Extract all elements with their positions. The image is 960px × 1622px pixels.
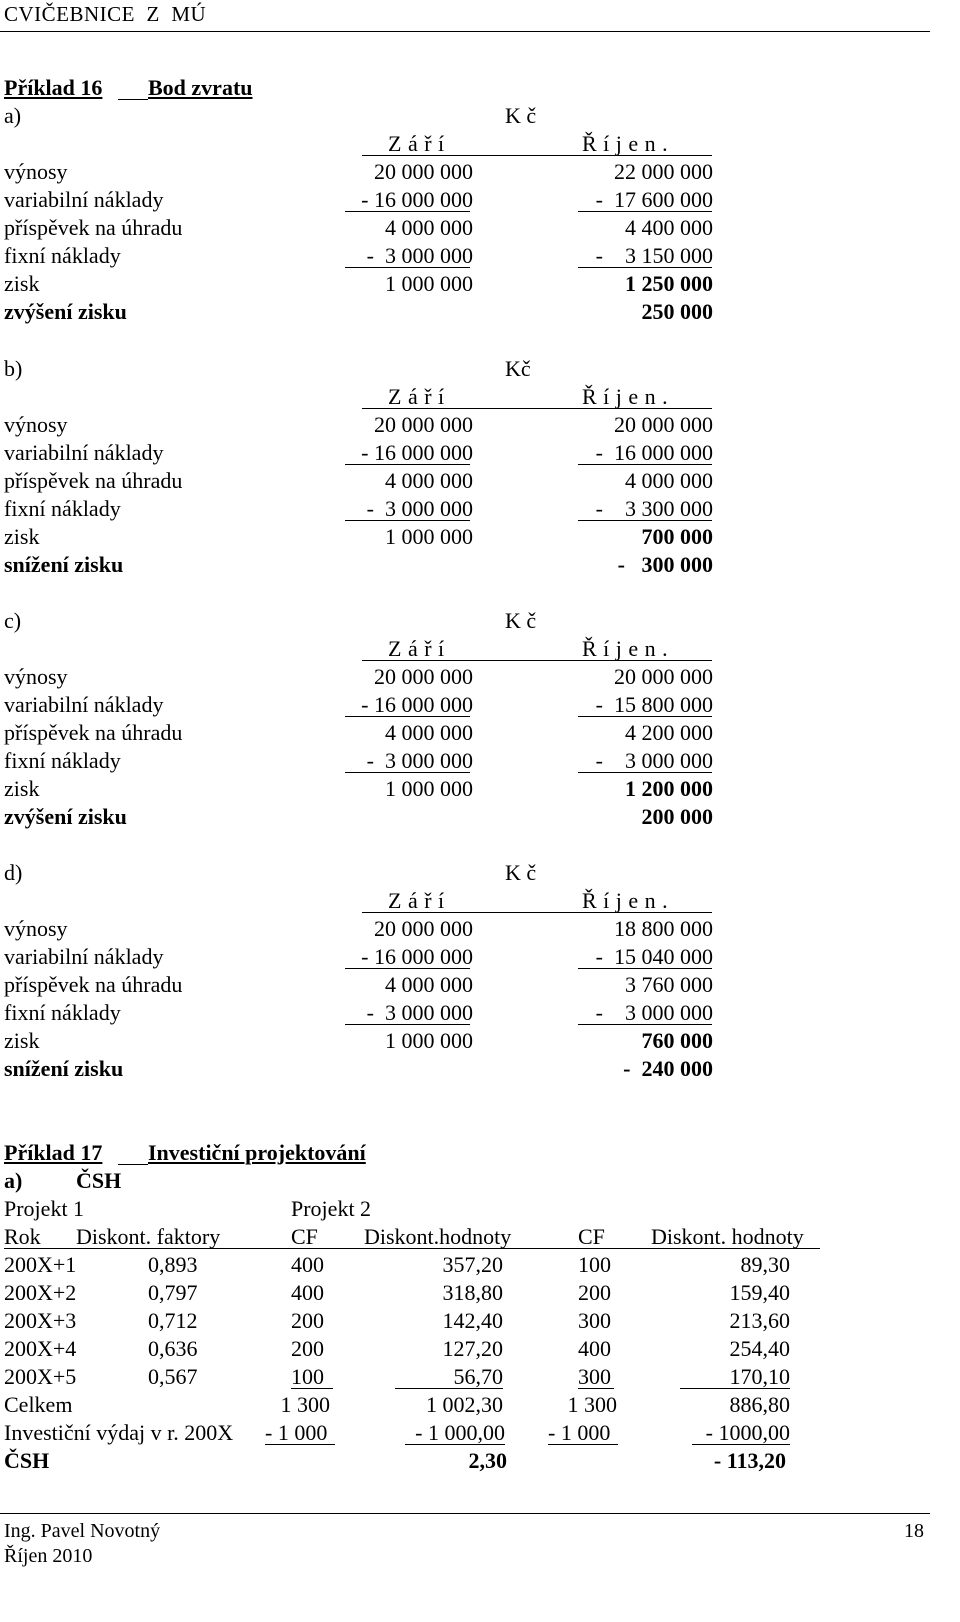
sum-underline	[395, 1388, 503, 1389]
table-cell-year: 200X+1	[4, 1252, 77, 1277]
investment-underline	[692, 1444, 790, 1445]
column-header-september: Z á ř í	[388, 384, 445, 409]
table-cell-discount-factor: 0,636	[148, 1336, 198, 1361]
subtotal-underline	[578, 267, 712, 268]
table-cell-cf-2: 400	[578, 1336, 611, 1361]
investment-underline	[548, 1444, 618, 1445]
table-cell-discounted-1: 318,80	[442, 1280, 503, 1305]
project-2-heading: Projekt 2	[291, 1196, 372, 1221]
table-header-discounted-2: Diskont. hodnoty	[651, 1224, 804, 1249]
value-october: 1 200 000	[625, 776, 713, 801]
value-october: 200 000	[641, 804, 713, 829]
footer-rule	[0, 1513, 930, 1514]
example-17-title: Investiční projektování	[148, 1140, 366, 1165]
row-label: fixní náklady	[4, 1000, 121, 1025]
total-discounted-1: 1 002,30	[426, 1392, 503, 1417]
value-september: 20 000 000	[374, 412, 473, 437]
section-letter: a)	[4, 103, 22, 128]
table-cell-discount-factor: 0,797	[148, 1280, 198, 1305]
value-september: 1 000 000	[385, 524, 473, 549]
value-september: 4 000 000	[385, 720, 473, 745]
value-september: - 3 000 000	[366, 243, 473, 268]
value-september: 4 000 000	[385, 972, 473, 997]
subtotal-underline	[345, 772, 470, 773]
table-header-year: Rok	[4, 1224, 41, 1249]
investment-discounted-1: - 1 000,00	[415, 1420, 505, 1445]
investment-underline	[405, 1444, 505, 1445]
row-label: variabilní náklady	[4, 944, 164, 969]
example-17-sub-title: ČSH	[76, 1168, 122, 1193]
table-header-cf-2: CF	[578, 1224, 605, 1249]
subtotal-underline	[578, 464, 712, 465]
column-header-september: Z á ř í	[388, 888, 445, 913]
heading-underline-gap	[118, 1164, 148, 1165]
currency-unit: Kč	[505, 356, 531, 381]
table-header-cf-1: CF	[291, 1224, 318, 1249]
value-september: - 16 000 000	[361, 944, 473, 969]
total-discounted-2: 886,80	[729, 1392, 790, 1417]
subtotal-underline	[578, 716, 712, 717]
value-october: 760 000	[641, 1028, 713, 1053]
value-september: - 16 000 000	[361, 440, 473, 465]
row-label: výnosy	[4, 159, 68, 184]
column-header-october: Ř í j e n .	[582, 131, 669, 156]
value-september: - 3 000 000	[366, 1000, 473, 1025]
value-october: 20 000 000	[614, 664, 713, 689]
row-label: zisk	[4, 1028, 40, 1053]
value-october: 4 200 000	[625, 720, 713, 745]
table-cell-discounted-1: 127,20	[442, 1336, 503, 1361]
value-september: 4 000 000	[385, 215, 473, 240]
value-october: 18 800 000	[614, 916, 713, 941]
value-september: 20 000 000	[374, 916, 473, 941]
value-october: 20 000 000	[614, 412, 713, 437]
subtotal-underline	[345, 1024, 470, 1025]
example-17-sub-letter: a)	[4, 1168, 23, 1193]
npv-label: ČSH	[4, 1448, 50, 1473]
table-header-discounted-1: Diskont.hodnoty	[364, 1224, 512, 1249]
subtotal-underline	[578, 968, 712, 969]
heading-underline-gap	[118, 99, 148, 100]
column-header-underline	[362, 155, 712, 156]
row-label: zisk	[4, 271, 40, 296]
value-october: 4 000 000	[625, 468, 713, 493]
value-october: - 15 040 000	[595, 944, 713, 969]
value-october: - 300 000	[617, 552, 713, 577]
value-september: - 16 000 000	[361, 187, 473, 212]
subtotal-underline	[578, 772, 712, 773]
row-label: fixní náklady	[4, 243, 121, 268]
column-header-september: Z á ř í	[388, 636, 445, 661]
table-cell-discounted-2: 254,40	[729, 1336, 790, 1361]
example-16-label: Příklad 16	[4, 75, 103, 100]
value-september: 20 000 000	[374, 664, 473, 689]
row-label: zisk	[4, 776, 40, 801]
subtotal-underline	[345, 520, 470, 521]
investment-cf-2: - 1 000	[548, 1420, 611, 1445]
subtotal-underline	[578, 520, 712, 521]
investment-label: Investiční výdaj v r. 200X	[4, 1420, 234, 1445]
row-label: variabilní náklady	[4, 440, 164, 465]
table-cell-discount-factor: 0,712	[148, 1308, 198, 1333]
row-label: snížení zisku	[4, 552, 124, 577]
currency-unit: K č	[505, 103, 537, 128]
footer-date: Říjen 2010	[4, 1545, 93, 1567]
value-october: - 3 300 000	[595, 496, 713, 521]
subtotal-underline	[578, 1024, 712, 1025]
value-september: - 3 000 000	[366, 748, 473, 773]
section-letter: c)	[4, 608, 22, 633]
value-october: 1 250 000	[625, 271, 713, 296]
npv-project-1: 2,30	[468, 1448, 507, 1473]
column-header-underline	[362, 912, 712, 913]
total-label: Celkem	[4, 1392, 73, 1417]
subtotal-underline	[345, 716, 470, 717]
footer-author: Ing. Pavel Novotný	[4, 1520, 161, 1542]
value-october: - 240 000	[623, 1056, 713, 1081]
value-september: 1 000 000	[385, 776, 473, 801]
column-header-october: Ř í j e n .	[582, 636, 669, 661]
total-cf-2: 1 300	[567, 1392, 617, 1417]
example-17-label: Příklad 17	[4, 1140, 103, 1165]
value-october: - 3 150 000	[595, 243, 713, 268]
value-october: 3 760 000	[625, 972, 713, 997]
table-cell-discounted-2: 89,30	[740, 1252, 790, 1277]
column-header-october: Ř í j e n .	[582, 888, 669, 913]
table-cell-cf-1: 200	[291, 1308, 324, 1333]
row-label: výnosy	[4, 664, 68, 689]
row-label: zvýšení zisku	[4, 804, 127, 829]
value-october: 250 000	[641, 299, 713, 324]
value-october: 22 000 000	[614, 159, 713, 184]
value-october: 4 400 000	[625, 215, 713, 240]
table-cell-cf-2: 200	[578, 1280, 611, 1305]
row-label: variabilní náklady	[4, 692, 164, 717]
page-number: 18	[904, 1520, 924, 1542]
subtotal-underline	[345, 968, 470, 969]
table-header-underline	[4, 1248, 820, 1249]
example-16-title: Bod zvratu	[148, 75, 253, 100]
subtotal-underline	[345, 267, 470, 268]
value-october: - 3 000 000	[595, 1000, 713, 1025]
table-cell-discounted-1: 357,20	[442, 1252, 503, 1277]
table-cell-cf-1: 400	[291, 1252, 324, 1277]
row-label: příspěvek na úhradu	[4, 215, 183, 240]
table-cell-discount-factor: 0,893	[148, 1252, 198, 1277]
table-cell-cf-2: 100	[578, 1252, 611, 1277]
row-label: fixní náklady	[4, 496, 121, 521]
row-label: zvýšení zisku	[4, 299, 127, 324]
table-cell-discounted-2: 159,40	[729, 1280, 790, 1305]
table-cell-cf-2: 300	[578, 1364, 611, 1389]
row-label: zisk	[4, 524, 40, 549]
table-cell-cf-1: 400	[291, 1280, 324, 1305]
table-cell-discounted-1: 56,70	[453, 1364, 503, 1389]
project-1-heading: Projekt 1	[4, 1196, 85, 1221]
value-october: 700 000	[641, 524, 713, 549]
section-letter: b)	[4, 356, 23, 381]
subtotal-underline	[345, 211, 470, 212]
table-cell-year: 200X+4	[4, 1336, 77, 1361]
currency-unit: K č	[505, 608, 537, 633]
investment-underline	[265, 1444, 335, 1445]
value-september: 1 000 000	[385, 1028, 473, 1053]
table-cell-year: 200X+5	[4, 1364, 77, 1389]
total-cf-1: 1 300	[280, 1392, 330, 1417]
column-header-underline	[362, 408, 712, 409]
value-october: - 3 000 000	[595, 748, 713, 773]
sum-underline	[578, 1388, 614, 1389]
row-label: výnosy	[4, 412, 68, 437]
row-label: příspěvek na úhradu	[4, 468, 183, 493]
section-letter: d)	[4, 860, 23, 885]
column-header-underline	[362, 660, 712, 661]
value-september: - 16 000 000	[361, 692, 473, 717]
sum-underline	[291, 1388, 333, 1389]
npv-project-2: - 113,20	[713, 1448, 786, 1473]
table-header-discount-factor: Diskont. faktory	[76, 1224, 221, 1249]
value-september: - 3 000 000	[366, 496, 473, 521]
table-cell-cf-1: 100	[291, 1364, 324, 1389]
sum-underline	[680, 1388, 790, 1389]
value-october: - 15 800 000	[595, 692, 713, 717]
value-october: - 16 000 000	[595, 440, 713, 465]
table-cell-discounted-1: 142,40	[442, 1308, 503, 1333]
table-cell-cf-1: 200	[291, 1336, 324, 1361]
table-cell-year: 200X+2	[4, 1280, 77, 1305]
row-label: variabilní náklady	[4, 187, 164, 212]
header-rule	[0, 31, 930, 32]
currency-unit: K č	[505, 860, 537, 885]
table-cell-cf-2: 300	[578, 1308, 611, 1333]
table-cell-discounted-2: 213,60	[729, 1308, 790, 1333]
value-september: 4 000 000	[385, 468, 473, 493]
table-cell-discount-factor: 0,567	[148, 1364, 198, 1389]
row-label: příspěvek na úhradu	[4, 972, 183, 997]
value-september: 1 000 000	[385, 271, 473, 296]
investment-discounted-2: - 1000,00	[705, 1420, 790, 1445]
row-label: výnosy	[4, 916, 68, 941]
investment-cf-1: - 1 000	[265, 1420, 328, 1445]
running-header: CVIČEBNICE Z MÚ	[4, 2, 207, 26]
column-header-september: Z á ř í	[388, 131, 445, 156]
value-september: 20 000 000	[374, 159, 473, 184]
column-header-october: Ř í j e n .	[582, 384, 669, 409]
value-october: - 17 600 000	[595, 187, 713, 212]
row-label: příspěvek na úhradu	[4, 720, 183, 745]
row-label: snížení zisku	[4, 1056, 124, 1081]
subtotal-underline	[345, 464, 470, 465]
subtotal-underline	[578, 211, 712, 212]
table-cell-year: 200X+3	[4, 1308, 77, 1333]
row-label: fixní náklady	[4, 748, 121, 773]
table-cell-discounted-2: 170,10	[729, 1364, 790, 1389]
